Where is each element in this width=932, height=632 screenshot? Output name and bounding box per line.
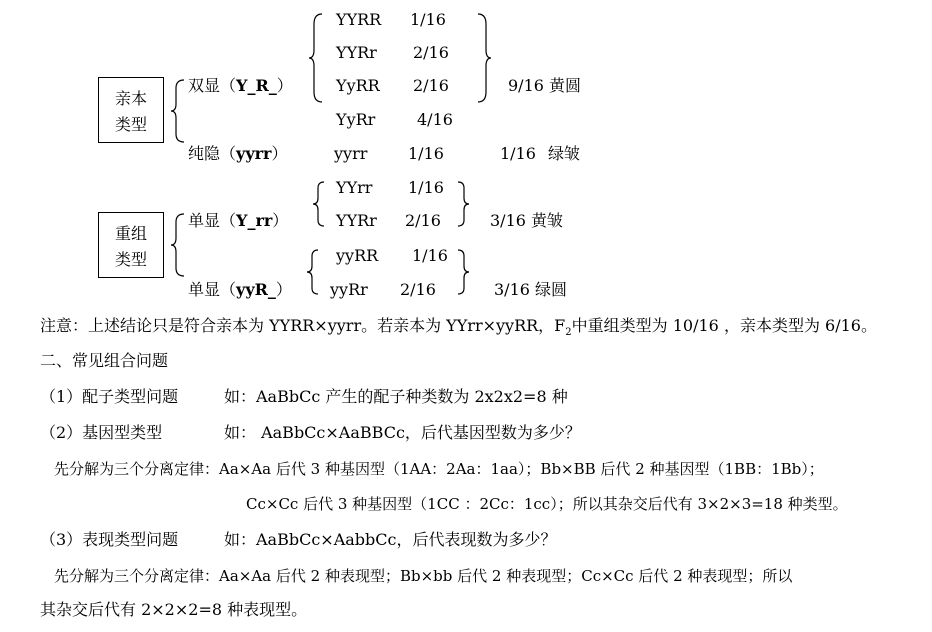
q3-answer-line2: 其杂交后代有 2×2×2=8 种表现型。 [40,600,308,619]
q3-label: （3）表现类型问题 [40,530,179,549]
yyrr-ratio: 1/16 [408,144,444,163]
group4-row1-ratio: 1/16 [412,246,448,265]
group1-row2-ratio: 2/16 [413,43,449,62]
group4-row2-geno: yyRr [330,280,368,299]
q1-label: （1）配子类型问题 [40,387,179,406]
group1-right-brace [476,12,492,104]
group1-left-brace [308,12,324,104]
group3-left-brace [312,180,326,228]
recombinant-type-box [98,212,164,278]
group1-row1-ratio: 1/16 [410,10,446,29]
group3-right-brace [456,180,470,228]
yyrr-pheno: 绿皱 [548,144,581,163]
box-line1: 亲本 [114,89,147,108]
double-recessive-label: 纯隐（yyrr） [188,144,288,163]
q3-answer-line1: 先分解为三个分离定律：Aa×Aa 后代 2 种表现型；Bb×bb 后代 2 种表现型；Cc×Cc 后代 2 种表现型；所以 [54,567,793,585]
q2-answer-line1: 先分解为三个分离定律：Aa×Aa 后代 3 种基因型（1AA：2Aa：1aa）；Bb×BB 后代 2 种基因型（1BB：1Bb）； [54,460,824,478]
note-line: 注意：上述结论只是符合亲本为 YYRR×yyrr。若亲本为 YYrr×yyRR，$F_2$中重组类型为 10/16 ，亲本类型为 6/16。 [40,316,877,339]
recombinant-brace [170,212,186,278]
group3-row1-geno: YYrr [336,178,373,197]
parental-brace [170,78,186,144]
group3-total: 3/16 黄皱 [490,211,564,230]
box-line2: 类型 [114,250,147,269]
q2-label: （2）基因型类型 [40,423,163,442]
group1-row2-geno: YYRr [336,43,377,62]
group4-row2-ratio: 2/16 [400,280,436,299]
group1-row3-geno: YyRR [336,76,380,95]
q3-text: 如：AaBbCc×AabbCc，后代表现数为多少？ [224,530,557,549]
box-line2: 类型 [114,115,147,134]
yyrr-geno: yyrr [334,144,368,163]
group4-right-brace [456,248,470,296]
q2-text: 如： AaBbCc×AaBBCc，后代基因型数为多少？ [224,423,581,442]
section-title: 二、常见组合问题 [40,351,169,370]
group3-row2-ratio: 2/16 [405,211,441,230]
double-dominant-label: 双显（Y_R_） [188,76,293,95]
group3-row2-geno: YYRr [336,211,377,230]
single-dominant-y-label: 单显（Y_rr） [188,211,289,230]
group4-row1-geno: yyRR [336,246,379,265]
parental-type-box [98,77,164,143]
yyrr-total: 1/16 [500,144,536,163]
group3-row1-ratio: 1/16 [408,178,444,197]
group1-row4-geno: YyRr [336,110,376,129]
group1-total: 9/16 黄圆 [508,76,582,95]
box-line1: 重组 [114,224,147,243]
q1-text: 如：AaBbCc 产生的配子种类数为 2x2x2=8 种 [224,387,568,406]
single-dominant-r-label: 单显（yyR_） [188,280,292,299]
group1-row1-geno: YYRR [336,10,382,29]
group1-row4-ratio: 4/16 [417,110,453,129]
group1-row3-ratio: 2/16 [413,76,449,95]
q2-answer-line2: Cc×Cc 后代 3 种基因型（1CC ：2Cc：1cc）；所以其杂交后代有 3×2×3=18 种类型。 [246,495,848,513]
group4-total: 3/16 绿圆 [494,280,568,299]
group4-left-brace [306,248,320,296]
